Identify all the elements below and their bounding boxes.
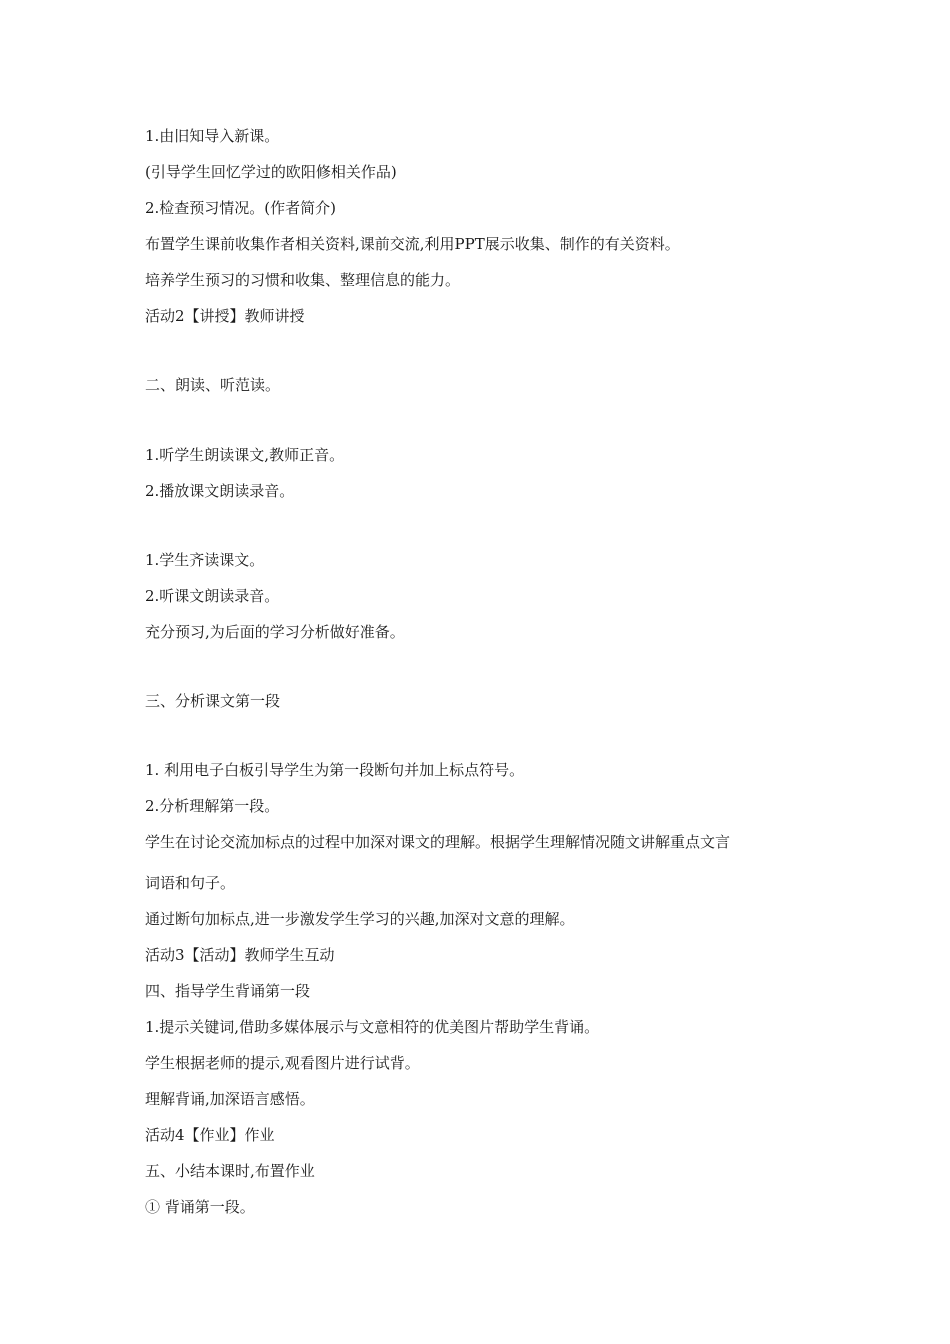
text-line: 1.学生齐读课文。 (145, 551, 265, 569)
text-line: 2.听课文朗读录音。 (145, 587, 280, 605)
section-heading: 活动4【作业】作业 (145, 1126, 275, 1144)
section-heading: 活动2【讲授】教师讲授 (145, 307, 305, 325)
section-heading: 三、分析课文第一段 (145, 692, 281, 710)
text-line: (引导学生回忆学过的欧阳修相关作品) (145, 163, 397, 181)
text-line: 2.播放课文朗读录音。 (145, 482, 295, 500)
text-line: 词语和句子。 (145, 874, 236, 892)
text-line: 充分预习,为后面的学习分析做好准备。 (145, 623, 405, 641)
text-line: 学生在讨论交流加标点的过程中加深对课文的理解。根据学生理解情况随文讲解重点文言 (145, 833, 731, 851)
section-heading: 五、小结本课时,布置作业 (145, 1162, 315, 1180)
section-heading: 四、指导学生背诵第一段 (145, 982, 311, 1000)
text-line: 2.检查预习情况。(作者简介) (145, 199, 337, 217)
text-line: 1.由旧知导入新课。 (145, 127, 280, 145)
section-heading: 活动3【活动】教师学生互动 (145, 946, 335, 964)
section-heading: 二、朗读、听范读。 (145, 376, 281, 394)
text-line: ① 背诵第一段。 (145, 1198, 255, 1216)
text-line: 通过断句加标点,进一步激发学生学习的兴趣,加深对文意的理解。 (145, 910, 575, 928)
text-line: 培养学生预习的习惯和收集、整理信息的能力。 (145, 271, 461, 289)
text-line: 1. 利用电子白板引导学生为第一段断句并加上标点符号。 (145, 761, 525, 779)
text-line: 1.提示关键词,借助多媒体展示与文意相符的优美图片帮助学生背诵。 (145, 1018, 600, 1036)
text-line: 理解背诵,加深语言感悟。 (145, 1090, 315, 1108)
text-line: 布置学生课前收集作者相关资料,课前交流,利用PPT展示收集、制作的有关资料。 (145, 235, 680, 253)
text-line: 2.分析理解第一段。 (145, 797, 280, 815)
text-line: 学生根据老师的提示,观看图片进行试背。 (145, 1054, 420, 1072)
text-line: 1.听学生朗读课文,教师正音。 (145, 446, 345, 464)
